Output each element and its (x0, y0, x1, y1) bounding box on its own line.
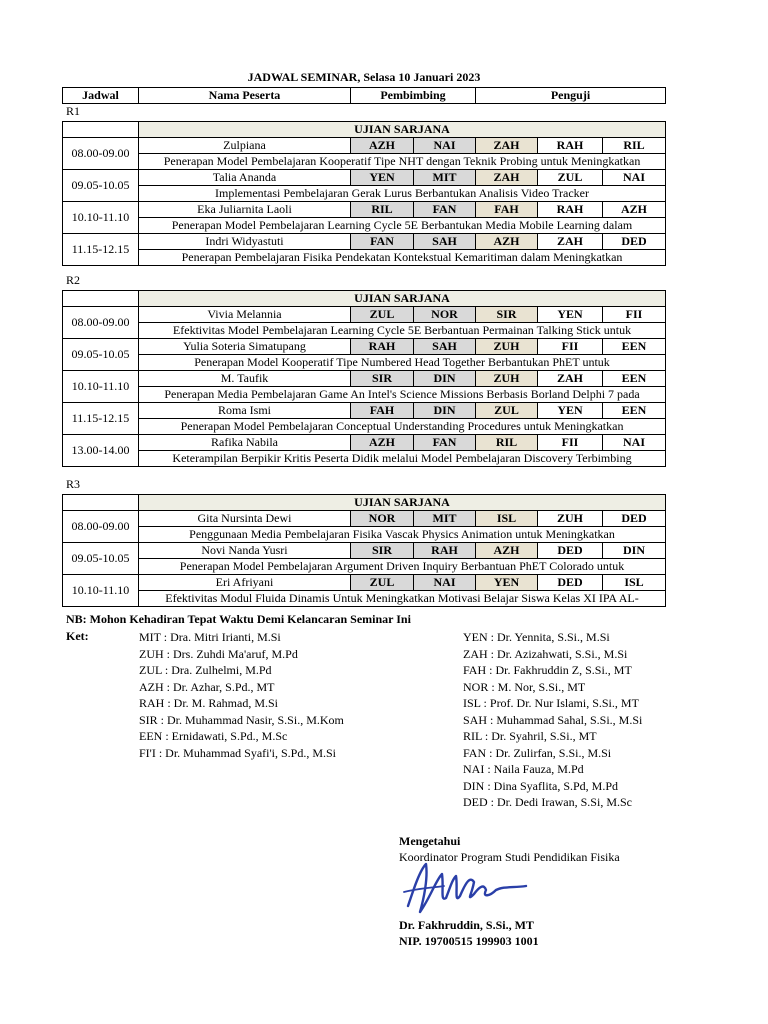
section-title: UJIAN SARJANA (139, 122, 666, 138)
table-row (63, 511, 666, 527)
supervisor-code: DIN (414, 403, 476, 419)
supervisor-code: FAH (351, 403, 414, 419)
participant-name: Gita Nursinta Dewi (139, 511, 351, 527)
supervisor-code: SAH (414, 339, 476, 355)
legend-label: Ket: (66, 629, 89, 643)
room-label: R1 (66, 104, 81, 118)
table-row (63, 202, 666, 218)
examiner-code: ZUL (538, 170, 603, 186)
header-penguji: Penguji (476, 88, 666, 104)
examiner-code: FII (538, 435, 603, 451)
table-row (63, 138, 666, 154)
room-label: R2 (66, 273, 81, 287)
section-title: UJIAN SARJANA (139, 495, 666, 511)
supervisor-code: FAN (414, 435, 476, 451)
legend-item: RIL : Dr. Syahril, S.Si., MT (463, 729, 597, 743)
supervisor-code: SIR (351, 543, 414, 559)
thesis-topic: Penerapan Media Pembelajaran Game An Intel's Science Missions Berbasis Borland Delphi 7 pada (139, 387, 666, 403)
examiner-code: EEN (603, 371, 666, 387)
supervisor-code: ZUL (351, 307, 414, 323)
examiner-code: FII (603, 307, 666, 323)
table-row (63, 451, 666, 467)
table-row (63, 387, 666, 403)
thesis-topic: Penerapan Model Pembelajaran Kooperatif Tipe NHT dengan Teknik Probing untuk Meningkatkan (139, 154, 666, 170)
supervisor-code: ZUL (476, 403, 538, 419)
table-row (63, 307, 666, 323)
examiner-code: NAI (603, 435, 666, 451)
supervisor-code: NAI (414, 575, 476, 591)
participant-name: Zulpiana (139, 138, 351, 154)
examiner-code: RAH (538, 138, 603, 154)
room-label: R3 (66, 477, 81, 491)
supervisor-code: YEN (351, 170, 414, 186)
table-row (63, 591, 666, 607)
table-row (63, 186, 666, 202)
legend-item: MIT : Dra. Mitri Irianti, M.Si (139, 630, 281, 644)
section-spacer (63, 122, 139, 138)
supervisor-code: NOR (351, 511, 414, 527)
table-row (63, 527, 666, 543)
legend-item: SIR : Dr. Muhammad Nasir, S.Si., M.Kom (139, 712, 344, 727)
column-header (62, 87, 666, 104)
supervisor-code: RAH (351, 339, 414, 355)
legend-item: ZUL : Dra. Zulhelmi, M.Pd (139, 663, 272, 677)
time-slot: 08.00-09.00 (63, 138, 139, 170)
table-row (63, 170, 666, 186)
page-title: JADWAL SEMINAR, Selasa 10 Januari 2023 (247, 70, 481, 84)
signoff-heading: Mengetahui (399, 834, 461, 848)
supervisor-code: SIR (351, 371, 414, 387)
supervisor-code: ZUH (476, 339, 538, 355)
examiner-code: DIN (603, 543, 666, 559)
supervisor-code: ZUL (351, 575, 414, 591)
signoff-name: Dr. Fakhruddin, S.Si., MT (399, 918, 534, 932)
thesis-topic: Implementasi Pembelajaran Gerak Lurus Berbantukan Analisis Video Tracker (139, 186, 666, 202)
examiner-code: ZAH (538, 371, 603, 387)
participant-name: M. Taufik (139, 371, 351, 387)
supervisor-code: ZUH (476, 371, 538, 387)
examiner-code: RIL (603, 138, 666, 154)
time-slot: 11.15-12.15 (63, 234, 139, 266)
time-slot: 09.05-10.05 (63, 339, 139, 371)
participant-name: Yulia Soteria Simatupang (139, 339, 351, 355)
supervisor-code: ZAH (476, 170, 538, 186)
supervisor-code: AZH (476, 543, 538, 559)
participant-name: Eri Afriyani (139, 575, 351, 591)
thesis-topic: Keterampilan Berpikir Kritis Peserta Didik melalui Model Pembelajaran Discovery Terbimbing (139, 451, 666, 467)
table-row (63, 355, 666, 371)
table-row (63, 323, 666, 339)
time-slot: 09.05-10.05 (63, 170, 139, 202)
schedule-table (62, 494, 666, 607)
supervisor-code: NOR (414, 307, 476, 323)
participant-name: Vivia Melannia (139, 307, 351, 323)
legend-item: EEN : Ernidawati, S.Pd., M.Sc (139, 729, 288, 743)
time-slot: 10.10-11.10 (63, 575, 139, 607)
legend-item: YEN : Dr. Yennita, S.Si., M.Si (463, 630, 610, 644)
participant-name: Roma Ismi (139, 403, 351, 419)
supervisor-code: MIT (414, 511, 476, 527)
supervisor-code: ZAH (476, 138, 538, 154)
supervisor-code: NAI (414, 138, 476, 154)
supervisor-code: FAH (476, 202, 538, 218)
thesis-topic: Efektivitas Modul Fluida Dinamis Untuk Meningkatkan Motivasi Belajar Siswa Kelas XI IPA AL- (139, 591, 666, 607)
examiner-code: FII (538, 339, 603, 355)
legend-right-column (463, 629, 642, 811)
header-jadwal: Jadwal (63, 88, 139, 104)
supervisor-code: MIT (414, 170, 476, 186)
table-row (63, 403, 666, 419)
examiner-code: ISL (603, 575, 666, 591)
signoff-nip: NIP. 19700515 199903 1001 (399, 934, 539, 948)
legend-left-column (139, 629, 344, 761)
examiner-code: RAH (538, 202, 603, 218)
supervisor-code: RIL (351, 202, 414, 218)
table-row (63, 234, 666, 250)
supervisor-code: AZH (476, 234, 538, 250)
thesis-topic: Efektivitas Model Pembelajaran Learning Cycle 5E Berbantuan Permainan Talking Stick untuk (139, 323, 666, 339)
thesis-topic: Penerapan Model Kooperatif Tipe Numbered Head Together Berbantukan PhET untuk (139, 355, 666, 371)
header-nama: Nama Peserta (139, 88, 351, 104)
section-spacer (63, 495, 139, 511)
table-row (63, 250, 666, 266)
handwritten-signature (400, 858, 540, 918)
schedule-table (62, 121, 666, 266)
legend-item: SAH : Muhammad Sahal, S.Si., M.Si (463, 712, 643, 727)
legend-item: DED : Dr. Dedi Irawan, S.Si, M.Sc (463, 795, 632, 809)
table-row (63, 371, 666, 387)
examiner-code: DED (538, 543, 603, 559)
signoff-role: Koordinator Program Studi Pendidikan Fisika (399, 850, 620, 864)
supervisor-code: YEN (476, 575, 538, 591)
legend-item: NAI : Naila Fauza, M.Pd (463, 762, 584, 776)
participant-name: Eka Juliarnita Laoli (139, 202, 351, 218)
schedule-table (62, 290, 666, 467)
examiner-code: DED (603, 234, 666, 250)
table-row (63, 339, 666, 355)
thesis-topic: Penerapan Pembelajaran Fisika Pendekatan Kontekstual Kemaritiman dalam Meningkatkan (139, 250, 666, 266)
time-slot: 08.00-09.00 (63, 511, 139, 543)
supervisor-code: RAH (414, 543, 476, 559)
supervisor-code: SAH (414, 234, 476, 250)
time-slot: 10.10-11.10 (63, 371, 139, 403)
supervisor-code: AZH (351, 435, 414, 451)
legend-item: FAN : Dr. Zulirfan, S.Si., M.Si (463, 745, 612, 760)
attendance-note: NB: Mohon Kehadiran Tepat Waktu Demi Kelancaran Seminar Ini (66, 612, 411, 626)
examiner-code: ZUH (538, 511, 603, 527)
examiner-code: DED (603, 511, 666, 527)
legend-item: RAH : Dr. M. Rahmad, M.Si (139, 696, 279, 710)
supervisor-code: DIN (414, 371, 476, 387)
examiner-code: YEN (538, 307, 603, 323)
supervisor-code: RIL (476, 435, 538, 451)
table-row (63, 419, 666, 435)
time-slot: 13.00-14.00 (63, 435, 139, 467)
section-spacer (63, 291, 139, 307)
participant-name: Talia Ananda (139, 170, 351, 186)
section-title: UJIAN SARJANA (139, 291, 666, 307)
supervisor-code: SIR (476, 307, 538, 323)
legend-item: AZH : Dr. Azhar, S.Pd., MT (139, 679, 275, 694)
thesis-topic: Penerapan Model Pembelajaran Learning Cycle 5E Berbantukan Media Mobile Learning dalam (139, 218, 666, 234)
participant-name: Novi Nanda Yusri (139, 543, 351, 559)
supervisor-code: FAN (351, 234, 414, 250)
table-row (63, 218, 666, 234)
participant-name: Indri Widyastuti (139, 234, 351, 250)
supervisor-code: AZH (351, 138, 414, 154)
examiner-code: EEN (603, 403, 666, 419)
legend-item: ZUH : Drs. Zuhdi Ma'aruf, M.Pd (139, 646, 298, 661)
examiner-code: NAI (603, 170, 666, 186)
time-slot: 09.05-10.05 (63, 543, 139, 575)
legend-item: FI'I : Dr. Muhammad Syafi'i, S.Pd., M.Si (139, 745, 337, 760)
time-slot: 08.00-09.00 (63, 307, 139, 339)
supervisor-code: FAN (414, 202, 476, 218)
examiner-code: DED (538, 575, 603, 591)
thesis-topic: Penerapan Model Pembelajaran Conceptual Understanding Procedures untuk Meningkatkan (139, 419, 666, 435)
time-slot: 11.15-12.15 (63, 403, 139, 435)
examiner-code: ZAH (538, 234, 603, 250)
header-pembimbing: Pembimbing (351, 88, 476, 104)
table-row (63, 435, 666, 451)
examiner-code: YEN (538, 403, 603, 419)
table-row (63, 543, 666, 559)
supervisor-code: ISL (476, 511, 538, 527)
table-row (63, 154, 666, 170)
legend-item: FAH : Dr. Fakhruddin Z, S.Si., MT (463, 663, 632, 677)
table-row (63, 559, 666, 575)
participant-name: Rafika Nabila (139, 435, 351, 451)
examiner-code: EEN (603, 339, 666, 355)
legend-item: DIN : Dina Syaflita, S.Pd, M.Pd (463, 778, 619, 793)
legend-item: ZAH : Dr. Azizahwati, S.Si., M.Si (463, 646, 628, 661)
time-slot: 10.10-11.10 (63, 202, 139, 234)
legend-item: ISL : Prof. Dr. Nur Islami, S.Si., MT (463, 696, 639, 710)
examiner-code: AZH (603, 202, 666, 218)
table-row (63, 575, 666, 591)
legend-item: NOR : M. Nor, S.Si., MT (463, 679, 586, 694)
thesis-topic: Penerapan Model Pembelajaran Argument Driven Inquiry Berbantuan PhET Colorado untuk (139, 559, 666, 575)
thesis-topic: Penggunaan Media Pembelajaran Fisika Vascak Physics Animation untuk Meningkatkan (139, 527, 666, 543)
